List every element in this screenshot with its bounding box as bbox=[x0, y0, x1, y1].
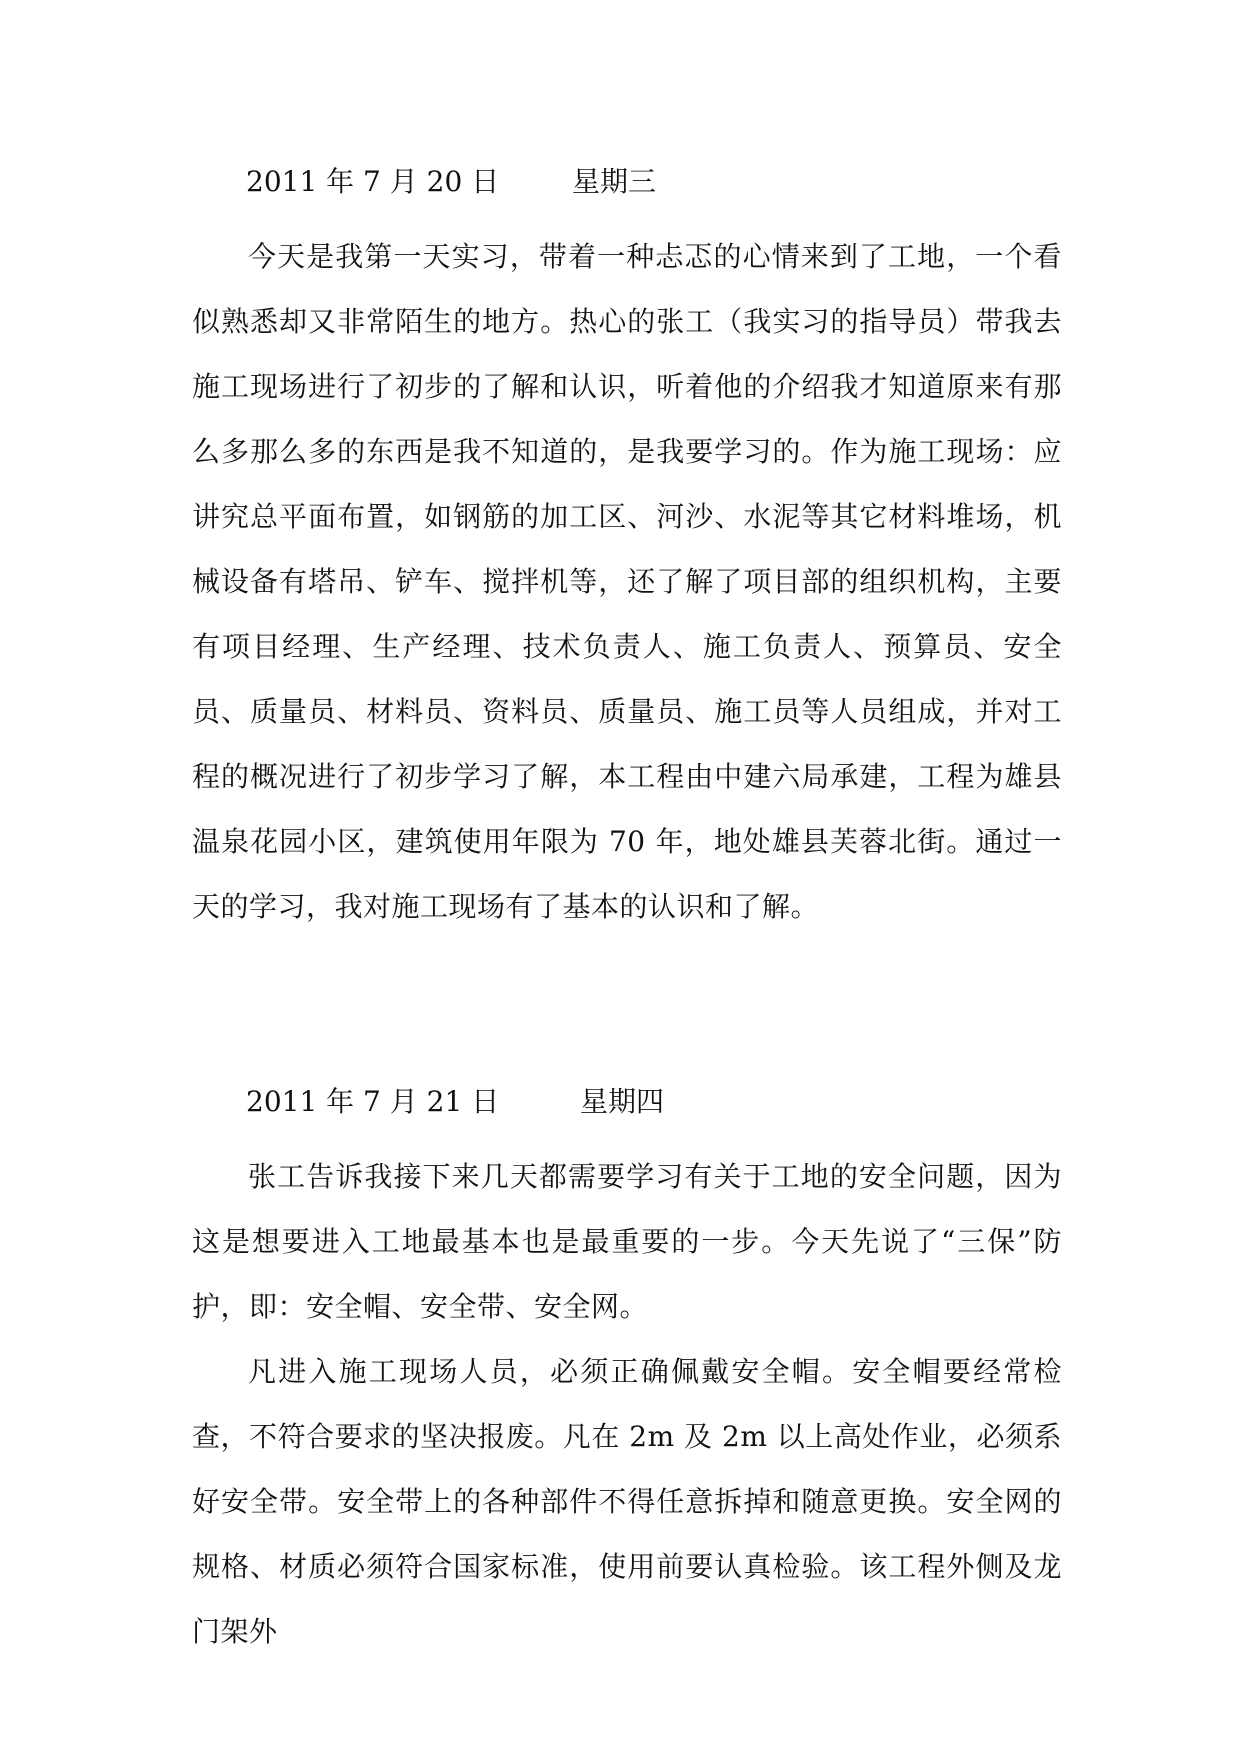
diary-entry-july-20 bbox=[192, 160, 1062, 939]
entry-paragraph: 今天是我第一天实习，带着一种忐忑的心情来到了工地，一个看似熟悉却又非常陌生的地方。热心的张工（我实习的指导员）带我去施工现场进行了初步的了解和认识，听着他的介绍我才知道原来有那么多那么多的东西是我不知道的，是我要学习的。作为施工现场：应讲究总平面布置，如钢筋的加工区、河沙、水泥等其它材料堆场，机械设备有塔吊、铲车、搅拌机等，还了解了项目部的组织机构，主要有项目经理、生产经理、技术负责人、施工负责人、预算员、安全员、质量员、材料员、资料员、质量员、施工员等人员组成，并对工程的概况进行了初步学习了解，本工程由中建六局承建，工程为雄县温泉花园小区，建筑使用年限为 70 年，地处雄县芙蓉北街。通过一天的学习，我对施工现场有了基本的认识和了解。 bbox=[192, 240, 1062, 923]
entry-date-line bbox=[192, 1080, 1062, 1124]
entry-paragraph: 凡进入施工现场人员，必须正确佩戴安全帽。安全帽要经常检查，不符合要求的坚决报废。凡在 2m 及 2m 以上高处作业，必须系好安全带。安全带上的各种部件不得任意拆掉和随意更换。安全网的规格、材质必须符合国家标准，使用前要认真检验。该工程外侧及龙门架外 bbox=[192, 1355, 1062, 1648]
entry-date: 2011 年 7 月 21 日 bbox=[246, 1085, 500, 1118]
diary-entry-july-21 bbox=[192, 1080, 1062, 1664]
entry-date-line bbox=[192, 160, 1062, 204]
entry-weekday: 星期三 bbox=[572, 165, 657, 198]
entry-date: 2011 年 7 月 20 日 bbox=[246, 165, 500, 198]
entry-paragraph: 张工告诉我接下来几天都需要学习有关于工地的安全问题，因为这是想要进入工地最基本也是最重要的一步。今天先说了“三保”防护，即：安全帽、安全带、安全网。 bbox=[192, 1160, 1062, 1323]
entry-weekday: 星期四 bbox=[580, 1085, 665, 1118]
